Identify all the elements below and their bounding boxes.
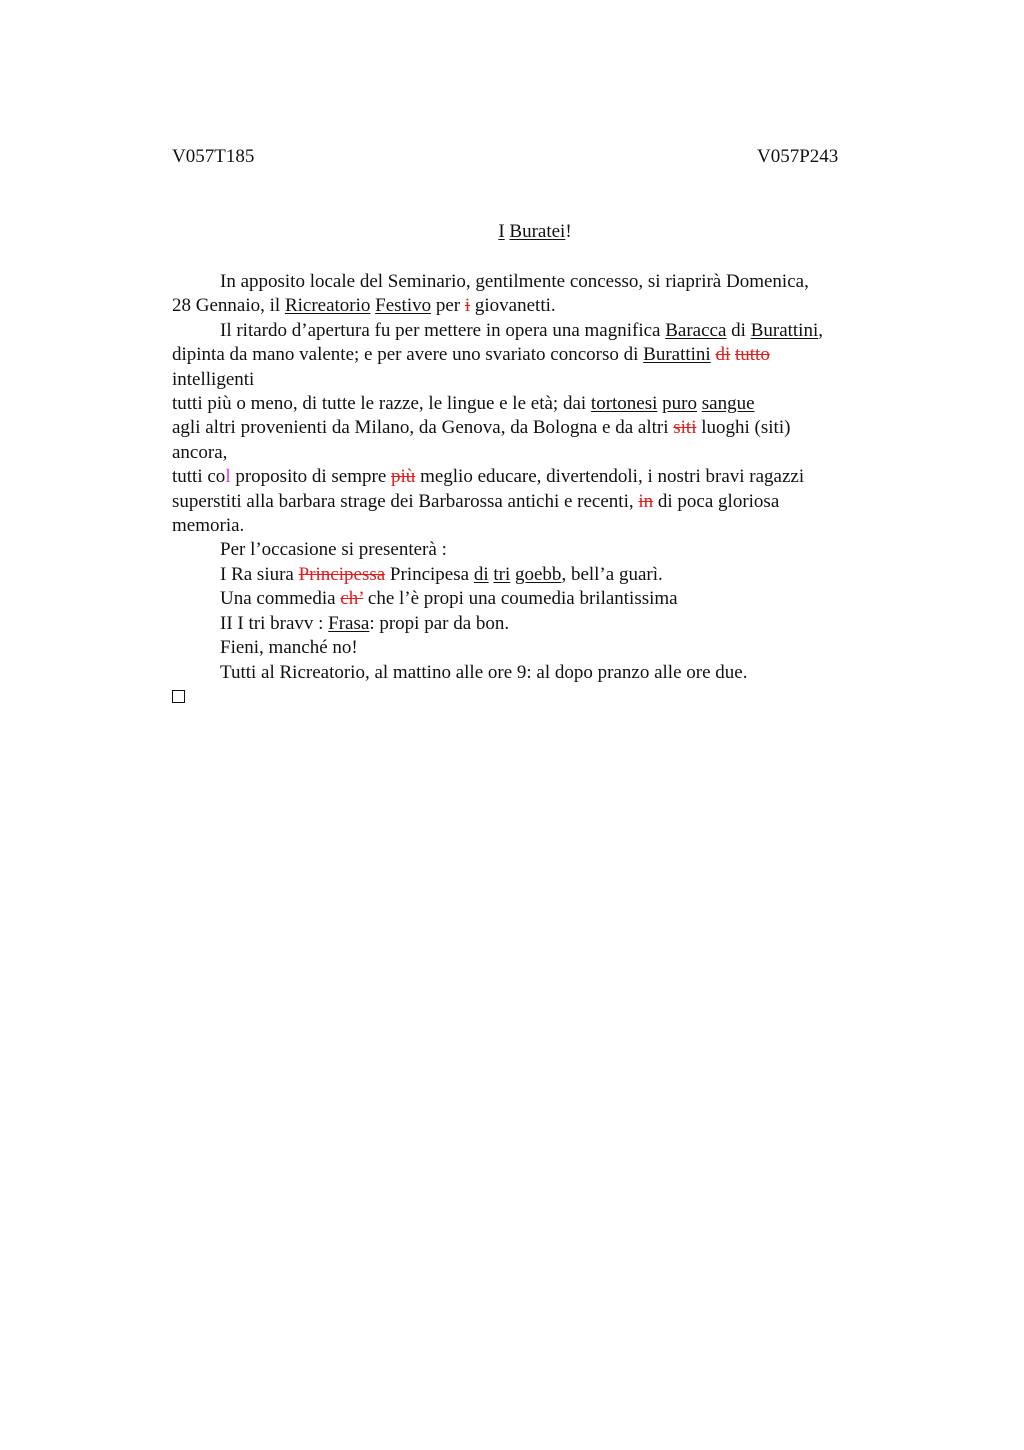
paragraph-2-line-1: Il ritardo d’apertura fu per mettere in opera una magnifica Baracca di Burattini,	[220, 319, 823, 341]
deleted-text: ch’	[340, 588, 364, 610]
paragraph-6: II I tri bravv : Frasa: propi par da bon.	[220, 612, 510, 634]
page-title	[0, 221, 1024, 243]
document-code-right: V057P243	[757, 146, 839, 167]
inserted-text: l	[225, 466, 231, 488]
document-code-left: V057T185	[172, 146, 255, 167]
paragraph-4: I Ra siura Principessa Principesa di tri goebb, bell’a guarì.	[220, 563, 663, 585]
paragraph-1-line-1: In apposito locale del Seminario, gentilmente concesso, si riaprirà Domenica,	[220, 271, 809, 292]
title-punct: !	[565, 221, 572, 242]
paragraph-1-line-2: 28 Gennaio, il Ricreatorio Festivo per i giovanetti.	[172, 295, 556, 317]
paragraph-2-line-9: memoria.	[172, 515, 245, 537]
deleted-text: di	[715, 344, 731, 366]
paragraph-2-line-5: agli altri provenienti da Milano, da Genova, da Bologna e da altri siti luoghi (siti)	[172, 417, 791, 439]
paragraph-2-line-2: dipinta da mano valente; e per avere uno svariato concorso di Burattini di tutto	[172, 344, 770, 366]
paragraph-2-line-3: intelligenti	[172, 368, 255, 390]
paragraph-2-line-7: tutti col proposito di sempre più meglio educare, divertendoli, i nostri bravi ragazzi	[172, 466, 805, 488]
deleted-text: Principessa	[298, 563, 386, 585]
paragraph-3: Per l’occasione si presenterà :	[220, 539, 447, 561]
deleted-text: i	[464, 295, 471, 317]
deleted-text: più	[391, 466, 416, 488]
deleted-text: in	[638, 490, 654, 512]
title-word: Buratei	[509, 221, 566, 242]
deleted-text: tutto	[734, 344, 770, 366]
document-body	[172, 270, 892, 710]
empty-square-icon	[172, 690, 185, 703]
paragraph-2-line-6: ancora,	[172, 441, 228, 463]
deleted-text: siti	[673, 417, 697, 439]
paragraph-8: Tutti al Ricreatorio, al mattino alle ore 9: al dopo pranzo alle ore due.	[220, 661, 748, 683]
paragraph-5: Una commedia ch’ che l’è propi una coumedia brilantissima	[220, 588, 678, 610]
paragraph-2-line-8: superstiti alla barbara strage dei Barbarossa antichi e recenti, in di poca gloriosa	[172, 490, 780, 512]
title-word: I	[498, 221, 505, 242]
paragraph-7: Fieni, manché no!	[220, 637, 358, 659]
paragraph-2-line-4: tutti più o meno, di tutte le razze, le lingue e le età; dai tortonesi puro sangue	[172, 393, 755, 415]
end-marker	[172, 685, 892, 710]
